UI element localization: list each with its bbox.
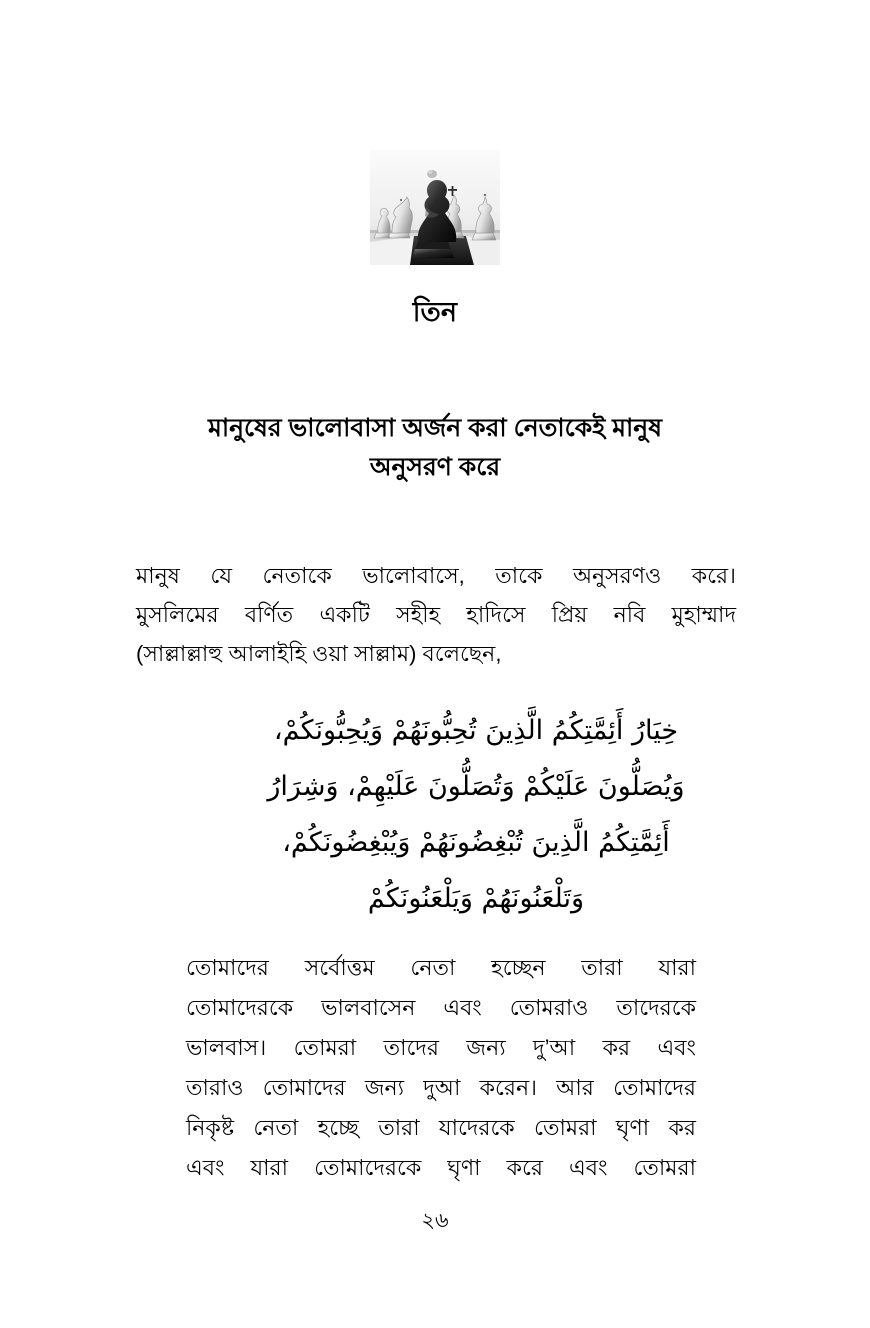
arabic-quote-line: وَتَلْعَنُونَهُمْ وَيَلْعَنُونَكُمْ — [367, 883, 585, 915]
page-number: ২৬ — [421, 1209, 449, 1232]
translation-paragraph-line: তারাও তোমাদের জন্য দুআ করেন। আর তোমাদের — [186, 1075, 696, 1101]
translation-paragraph-line: তোমাদের সর্বোত্তম নেতা হচ্ছেন তারা যারা — [186, 955, 696, 980]
chapter-number: তিন — [412, 297, 458, 327]
arabic-quote-line: خِيَارُ أَئِمَّتِكُمُ الَّذِينَ تُحِبُّونَهُمْ وَيُحِبُّونَكُمْ، — [273, 715, 679, 746]
chapter-title — [150, 409, 720, 487]
translation-paragraph-line: এবং যারা তোমাদেরকে ঘৃণা করে এবং তোমরা — [186, 1155, 696, 1181]
arabic-hadith-quote — [186, 703, 766, 928]
chess-pieces-photo — [370, 150, 500, 265]
chapter-title-line: মানুষের ভালোবাসা অর্জন করা নেতাকেই মানুষ — [208, 413, 662, 442]
translation-paragraph-line: তোমাদেরকে ভালবাসেন এবং তোমরাও তাদেরকে — [186, 995, 696, 1021]
intro-paragraph-line: মুসলিমের বর্ণিত একটি সহীহ হাদিসে প্রিয় নবি মুহাম্মাদ — [136, 602, 736, 628]
translation-paragraph-line: ভালবাস। তোমরা তাদের জন্য দু’আ কর এবং — [186, 1035, 696, 1061]
intro-paragraph-line: মানুষ যে নেতাকে ভালোবাসে, তাকে অনুসরণও করে। — [136, 563, 736, 588]
intro-paragraph — [136, 556, 736, 673]
chapter-ornament — [0, 150, 870, 265]
translation-paragraph — [186, 948, 696, 1188]
chapter-title-line: অনুসরণ করে — [369, 452, 501, 481]
arabic-quote-line: وَيُصَلُّونَ عَلَيْكُمْ وَتُصَلُّونَ عَلَيْهِمْ، وَشِرَارُ — [267, 771, 685, 803]
translation-paragraph-line: নিকৃষ্ট নেতা হচ্ছে তারা যাদেরকে তোমরা ঘৃণা কর — [186, 1115, 696, 1141]
arabic-quote-line: أَئِمَّتِكُمُ الَّذِينَ تُبْغِضُونَهُمْ وَيُبْغِضُونَكُمْ، — [282, 827, 670, 859]
intro-paragraph-line: (সাল্লাল্লাহু আলাইহি ওয়া সাল্লাম) বলেছেন, — [136, 641, 502, 667]
